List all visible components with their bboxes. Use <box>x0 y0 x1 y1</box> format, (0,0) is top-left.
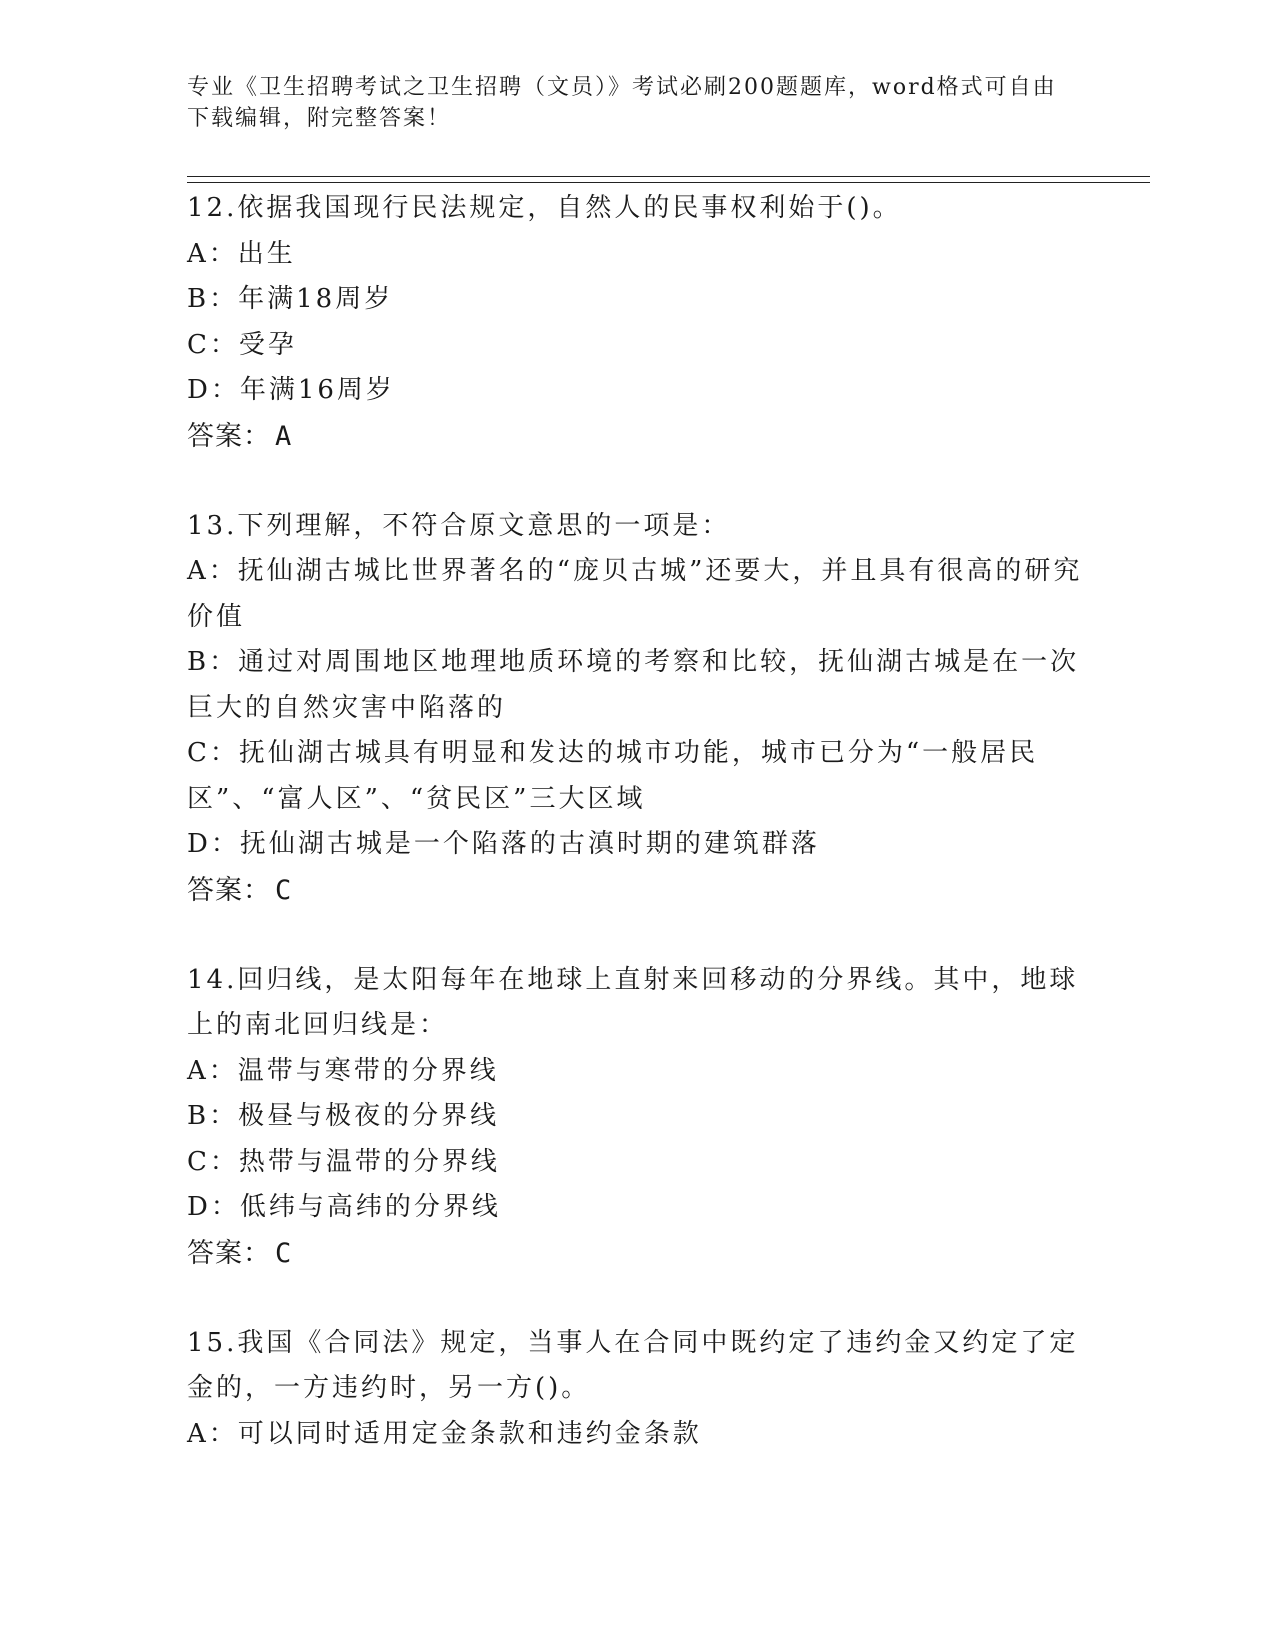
answer-label: 答案： <box>187 874 271 906</box>
option-d: D：抚仙湖古城是一个陷落的古滇时期的建筑群落 <box>187 829 820 859</box>
answer-label: 答案： <box>187 1237 271 1269</box>
option-a: A：温带与寒带的分界线 <box>187 1055 499 1086</box>
option-b: B：年满18周岁 <box>187 284 394 314</box>
answer-line <box>187 868 1087 914</box>
option-c: C：热带与温带的分界线 <box>187 1146 500 1177</box>
question-15 <box>187 1321 1087 1458</box>
question-stem: 12.依据我国现行民法规定，自然人的民事权利始于()。 <box>187 193 902 223</box>
question-14 <box>187 958 1087 1277</box>
question-stem: 13.下列理解，不符合原文意思的一项是： <box>187 510 731 541</box>
option-a: A：出生 <box>187 238 296 269</box>
option-a: A：可以同时适用定金条款和违约金条款 <box>187 1418 702 1449</box>
option-c: C：抚仙湖古城具有明显和发达的城市功能，城市已分为“一般居民区”、“富人区”、“贫民区”三大区域 <box>187 738 1039 814</box>
option-b: B：通过对周围地区地理地质环境的考察和比较，抚仙湖古城是在一次巨大的自然灾害中陷落的 <box>187 647 1080 723</box>
document-header: 专业《卫生招聘考试之卫生招聘（文员）》考试必刷200题题库，word格式可自由下载编辑，附完整答案！ <box>187 75 1057 131</box>
answer-label: 答案： <box>187 420 271 452</box>
option-b: B：极昼与极夜的分界线 <box>187 1101 500 1131</box>
option-a: A：抚仙湖古城比世界著名的“庞贝古城”还要大，并且具有很高的研究价值 <box>187 556 1083 632</box>
option-d: D：低纬与高纬的分界线 <box>187 1192 501 1222</box>
answer-value: C <box>275 1237 293 1269</box>
option-c: C：受孕 <box>187 329 297 360</box>
question-list <box>187 186 1087 1457</box>
header-divider-bottom <box>187 182 1150 183</box>
question-13 <box>187 504 1087 914</box>
header-divider-top <box>187 176 1150 177</box>
answer-value: C <box>275 874 293 906</box>
option-d: D：年满16周岁 <box>187 375 395 405</box>
answer-line <box>187 414 1087 460</box>
question-12 <box>187 186 1087 460</box>
answer-value: A <box>275 420 293 452</box>
question-stem: 15.我国《合同法》规定，当事人在合同中既约定了违约金又约定了定金的，一方违约时，另一方()。 <box>187 1327 1079 1403</box>
question-stem: 14.回归线，是太阳每年在地球上直射来回移动的分界线。其中，地球上的南北回归线是： <box>187 964 1079 1040</box>
answer-line <box>187 1231 1087 1277</box>
